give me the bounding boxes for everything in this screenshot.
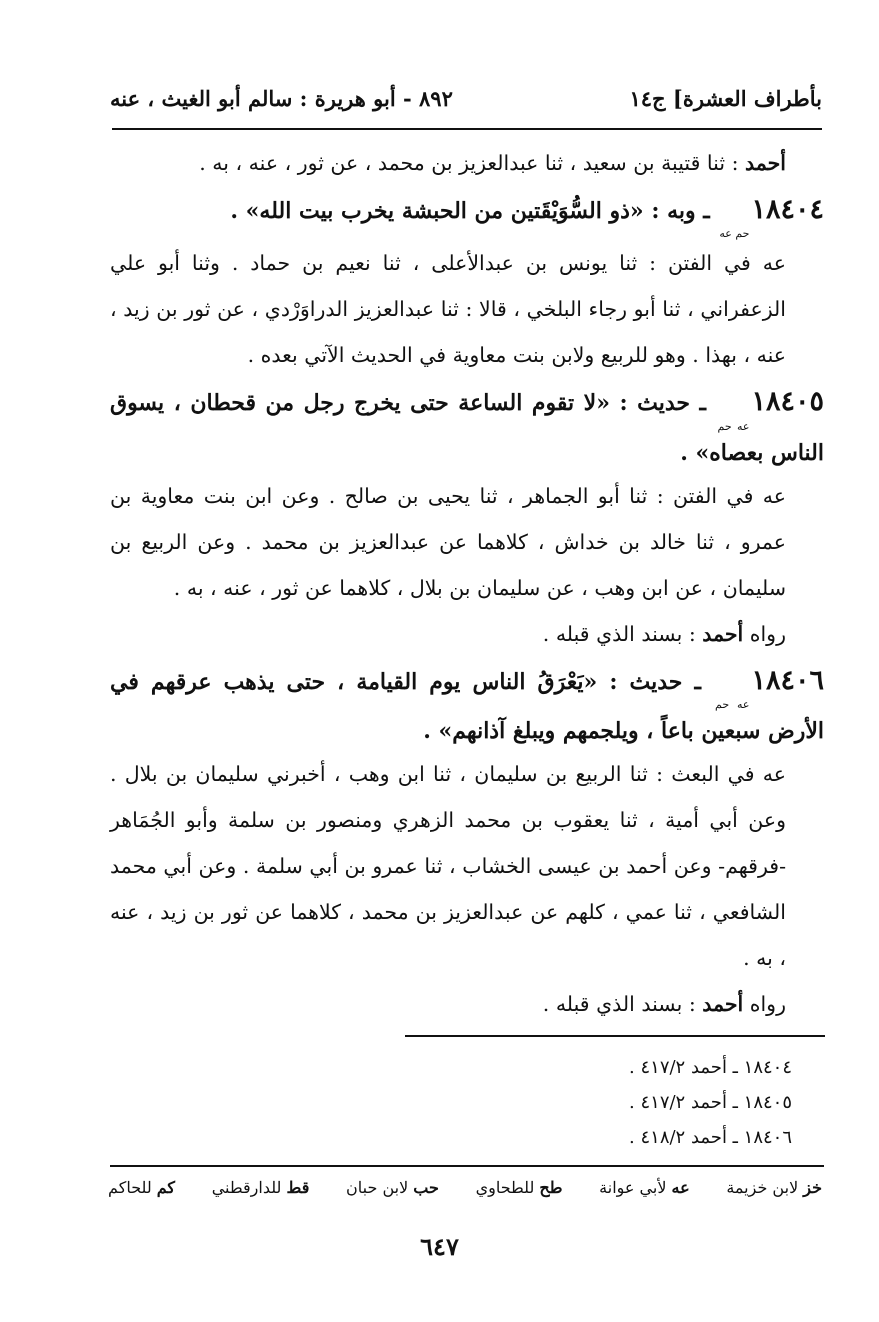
speaker-name: أحمد: [702, 992, 744, 1017]
book-title: بأطراف العشرة] ج١٤: [629, 85, 822, 111]
abbreviation-name: للدارقطني: [211, 1178, 282, 1197]
paragraph-text: : ثنا قتيبة بن سعيد ، ثنا عبدالعزيز بن محمد ، عن ثور ، عنه ، به .: [199, 151, 746, 175]
hadith-heading: [110, 661, 824, 751]
source-codes: عه حم: [715, 698, 750, 712]
abbreviation-rule: [110, 1165, 824, 1167]
abbreviation-code: خز: [803, 1178, 822, 1197]
footnote: ١٨٤٠٤ ـ أحمد ٤١٧/٢ .: [629, 1057, 792, 1078]
hadith-number: ١٨٤٠٥: [751, 386, 824, 418]
running-header: [110, 78, 822, 118]
paragraph-text: : بسند الذي قبله .: [542, 992, 703, 1017]
abbreviation-key: [108, 1178, 822, 1197]
source-codes: عه حم: [717, 419, 750, 433]
abbreviation-item: [476, 1178, 563, 1197]
abbreviation-item: [726, 1178, 822, 1197]
main-text: [110, 140, 824, 1027]
hadith-heading: [110, 190, 824, 240]
abbreviation-name: لأبي عوانة: [599, 1178, 667, 1197]
footnote: ١٨٤٠٥ ـ أحمد ٤١٧/٢ .: [629, 1092, 792, 1113]
footnote: ١٨٤٠٦ ـ أحمد ٤١٨/٢ .: [629, 1127, 792, 1148]
paragraph: عه في الفتن : ثنا يونس بن عبدالأعلى ، ثنا نعيم بن حماد . وثنا أبو علي الزعفراني ، ثنا أبو رجاء البلخي ، قالا : ثنا عبدالعزيز الدراوَرْدي ، عن ثور بن زيد ، عنه ، بهذا . وهو للربيع ولابن بنت معاوية في الحديث الآتي بعده .: [110, 251, 786, 368]
abbreviation-code: طح: [539, 1178, 563, 1197]
abbreviation-item: [346, 1178, 439, 1197]
hadith-heading: [110, 382, 824, 472]
prefix-text: رواه: [743, 992, 786, 1017]
hadith-number: ١٨٤٠٤: [751, 194, 824, 225]
abbreviation-item: [108, 1178, 175, 1197]
paragraph: [110, 981, 824, 1027]
header-rule: [112, 128, 822, 130]
hadith-text: ـ حديث : «يَعْرَقُ الناس يوم القيامة ، حتى يذهب عرقهم في الأرض سبعين باعاً ، ويلجمهم ويبلغ آذانهم» .: [110, 668, 824, 745]
source-codes: حم عه: [719, 227, 750, 241]
section-title: ٨٩٢ - أبو هريرة : سالم أبو الغيث ، عنه: [110, 85, 453, 111]
abbreviation-name: للطحاوي: [475, 1178, 535, 1197]
hadith-text: ـ حديث : «لا تقوم الساعة حتى يخرج رجل من قحطان ، يسوق الناس بعصاه» .: [110, 390, 824, 466]
paragraph: عه في البعث : ثنا الربيع بن سليمان ، ثنا ابن وهب ، أخبرني سليمان بن بلال . وعن أبي أمية ، ثنا يعقوب بن محمد الزهري ومنصور بن سلمة وأبو الجُمَاهر -فرقهم- وعن أحمد بن عيسى الخشاب ، ثنا عمرو بن أبي سلمة . وعن أبي محمد الشافعي ، ثنا عمي ، كلهم عن عبدالعزيز بن محمد ، كلاهما عن ثور بن زيد ، عنه ، به .: [110, 762, 786, 971]
abbreviation-code: عه: [671, 1178, 690, 1197]
speaker-name: أحمد: [702, 621, 744, 646]
page-number: ٦٤٧: [420, 1232, 459, 1261]
paragraph: عه في الفتن : ثنا أبو الجماهر ، ثنا يحيى بن صالح . وعن ابن بنت معاوية بن عمرو ، ثنا خالد بن خداش ، كلاهما عن عبدالعزيز بن محمد . وعن الربيع بن سليمان ، عن ابن وهب ، عن سليمان بن بلال ، كلاهما عن ثور ، عنه ، به .: [110, 483, 786, 600]
abbreviation-item: [599, 1178, 690, 1197]
prefix-text: رواه: [743, 621, 786, 646]
paragraph-text: : بسند الذي قبله .: [542, 621, 703, 646]
paragraph: [110, 611, 824, 657]
abbreviation-code: كم: [156, 1178, 176, 1197]
abbreviation-code: حب: [413, 1178, 439, 1197]
footnote-rule: [405, 1035, 825, 1037]
abbreviation-name: لابن حبان: [346, 1178, 409, 1197]
abbreviation-code: قط: [286, 1178, 310, 1197]
hadith-number: ١٨٤٠٦: [751, 664, 825, 696]
hadith-text: ـ وبه : «ذو السُّوَيْقَتين من الحبشة يخرب بيت الله» .: [230, 198, 718, 224]
speaker-name: أحمد: [745, 151, 786, 175]
abbreviation-item: [212, 1178, 310, 1197]
footnotes: [110, 1050, 792, 1155]
abbreviation-name: لابن خزيمة: [726, 1178, 799, 1197]
paragraph: [110, 140, 824, 186]
abbreviation-name: للحاكم: [108, 1178, 152, 1197]
